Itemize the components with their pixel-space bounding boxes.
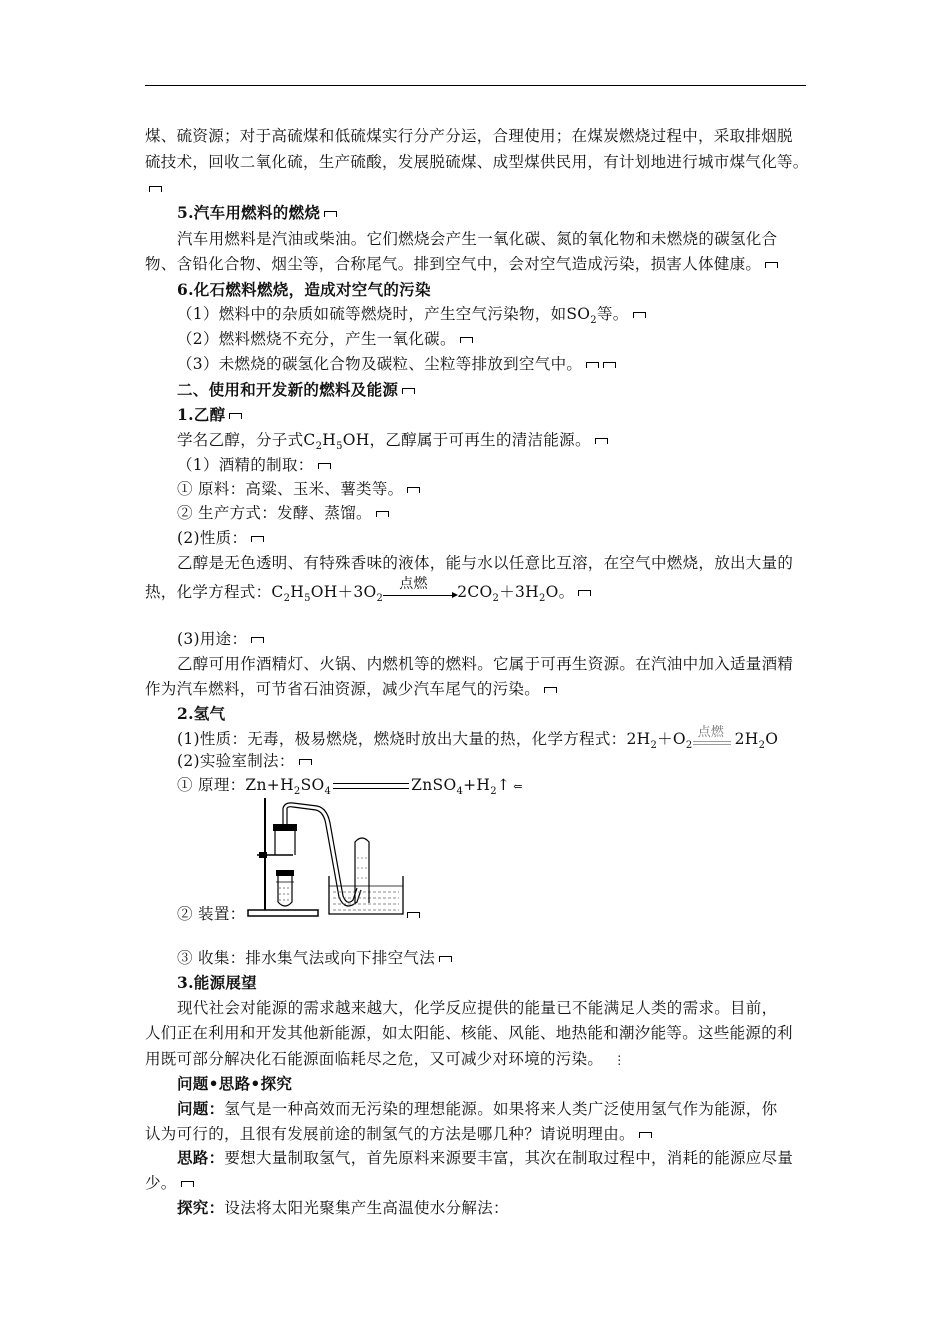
paragraph-mark bbox=[145, 178, 162, 198]
paragraph-line: 探究：设法将太阳光聚集产生高温使水分解法： bbox=[177, 1198, 509, 1217]
paragraph-line: 思路：要想大量制取氢气，首先原料来源要丰富，其次在制取过程中，消耗的能源应尽量 bbox=[177, 1148, 794, 1167]
paragraph-mark-icon bbox=[639, 1132, 652, 1138]
paragraph-mark-icon bbox=[324, 211, 337, 217]
chemical-equation: (1)性质：无毒，极易燃烧，燃烧时放出大量的热，化学方程式：$2H_2+O_2$ 点燃 $2H_2O$ bbox=[177, 725, 779, 752]
reaction-condition: 点燃 bbox=[693, 730, 735, 750]
paragraph-line: （1）酒精的制取： bbox=[177, 455, 331, 475]
paragraph-line: 乙醇可用作酒精灯、火锅、内燃机等的燃料。它属于可再生资源。在汽油中加入适量酒精 bbox=[177, 655, 794, 673]
chemical-equation: ① 原理：$Zn+H_2SO_4$ $ZnSO_4+H_2↑$ ⇐ bbox=[177, 776, 523, 798]
paragraph-line: ② 生产方式：发酵、蒸馏。 bbox=[177, 503, 389, 523]
subsection-heading: 1.乙醇 bbox=[177, 405, 242, 425]
paragraph-line: （1）燃料中的杂质如硫等燃烧时，产生空气污染物，如$SO_2$等。 bbox=[177, 304, 646, 324]
paragraph-mark-icon bbox=[578, 590, 591, 596]
paragraph-line: ③ 收集：排水集气法或向下排空气法 bbox=[177, 948, 452, 968]
paragraph-mark-icon bbox=[149, 186, 162, 192]
paragraph-mark-icon bbox=[595, 438, 608, 444]
paragraph-mark-icon bbox=[407, 912, 420, 918]
paragraph-line: 乙醇是无色透明、有特殊香味的液体，能与水以任意比互溶，在空气中燃烧，放出大量的 bbox=[177, 554, 794, 572]
paragraph-mark-icon bbox=[765, 262, 778, 268]
paragraph-line: 认为可行的，且很有发展前途的制氢气的方法是哪几种？请说明理由。 bbox=[145, 1124, 652, 1144]
paragraph-line: （3）未燃烧的碳氢化合物及碳粒、尘粒等排放到空气中。 bbox=[177, 354, 616, 374]
paragraph-mark-icon bbox=[376, 511, 389, 517]
paragraph-mark-icon bbox=[544, 687, 557, 693]
paragraph-mark-icon bbox=[229, 413, 242, 419]
paragraph-mark-icon bbox=[402, 388, 415, 394]
paragraph-mark-icon bbox=[460, 337, 473, 343]
paragraph-line: 人们正在利用和开发其他新能源，如太阳能、核能、风能、地热能和潮汐能等。这些能源的利 bbox=[145, 1024, 793, 1042]
paragraph-mark-icon bbox=[603, 362, 616, 368]
paragraph-line: 汽车用燃料是汽油或柴油。它们燃烧会产生一氧化碳、氮的氧化物和未燃烧的碳氢化合 bbox=[177, 230, 778, 248]
section-heading: 6.化石燃料燃烧，造成对空气的污染 bbox=[177, 280, 431, 299]
paragraph-mark-icon bbox=[181, 1181, 194, 1187]
paragraph-mark-icon bbox=[439, 956, 452, 962]
paragraph-line: 煤、硫资源；对于高硫煤和低硫煤实行分产分运，合理使用；在煤炭燃烧过程中，采取排烟脱 bbox=[145, 127, 793, 145]
paragraph-mark-icon bbox=[299, 759, 312, 765]
paragraph-mark-icon bbox=[318, 463, 331, 469]
section-heading: 问题•思路•探究 bbox=[177, 1074, 293, 1093]
paragraph-mark-icon bbox=[407, 487, 420, 493]
paragraph-line: (2)实验室制法： bbox=[177, 751, 312, 771]
section-heading: 二、使用和开发新的燃料及能源 bbox=[177, 380, 415, 400]
paragraph-mark-icon bbox=[633, 312, 646, 318]
section-heading: 5.汽车用燃料的燃烧 bbox=[177, 203, 337, 223]
reaction-arrow: 点燃 bbox=[383, 583, 457, 603]
paragraph-line: (2)性质： bbox=[177, 528, 264, 548]
paragraph-line: 用既可部分解决化石能源面临耗尽之危，又可减少对环境的污染。 ⋮ bbox=[145, 1050, 626, 1068]
paragraph-mark-icon bbox=[251, 637, 264, 643]
paragraph-line: 硫技术，回收二氧化硫，生产硫酸，发展脱硫煤、成型煤供民用，有计划地进行城市煤气化等。 bbox=[145, 153, 809, 171]
paragraph-line: 现代社会对能源的需求越来越大，化学反应提供的能量已不能满足人类的需求。目前， bbox=[177, 999, 778, 1017]
subsection-heading: 3.能源展望 bbox=[177, 973, 257, 992]
paragraph-mark-icon bbox=[251, 536, 264, 542]
chemical-equation: 热，化学方程式：$C_2H_5OH+3O_2$ 点燃 $2CO_2+3H_2O$。 bbox=[145, 582, 591, 603]
paragraph-line: (3)用途： bbox=[177, 629, 264, 649]
paragraph-line: ① 原料：高粱、玉米、薯类等。 bbox=[177, 479, 420, 499]
paragraph-line: 作为汽车燃料，可节省石油资源，减少汽车尾气的污染。 bbox=[145, 679, 557, 699]
gas-generation-apparatus bbox=[245, 798, 415, 920]
equals-sign bbox=[333, 783, 409, 789]
header-rule bbox=[145, 85, 806, 86]
paragraph-line: 学名乙醇，分子式$C_2H_5OH$，乙醇属于可再生的清洁能源。 bbox=[177, 430, 608, 450]
paragraph-line: ② 装置： bbox=[177, 904, 420, 924]
paragraph-line: （2）燃料燃烧不充分，产生一氧化碳。 bbox=[177, 329, 473, 349]
subsection-heading: 2.氢气 bbox=[177, 704, 226, 723]
paragraph-mark-icon bbox=[586, 362, 599, 368]
paragraph-line: 少。 bbox=[145, 1173, 194, 1193]
paragraph-line: 问题：氢气是一种高效而无污染的理想能源。如果将来人类广泛使用氢气作为能源，你 bbox=[177, 1099, 778, 1118]
paragraph-line: 物、含铅化合物、烟尘等，合称尾气。排到空气中，会对空气造成污染，损害人体健康。 bbox=[145, 254, 778, 274]
